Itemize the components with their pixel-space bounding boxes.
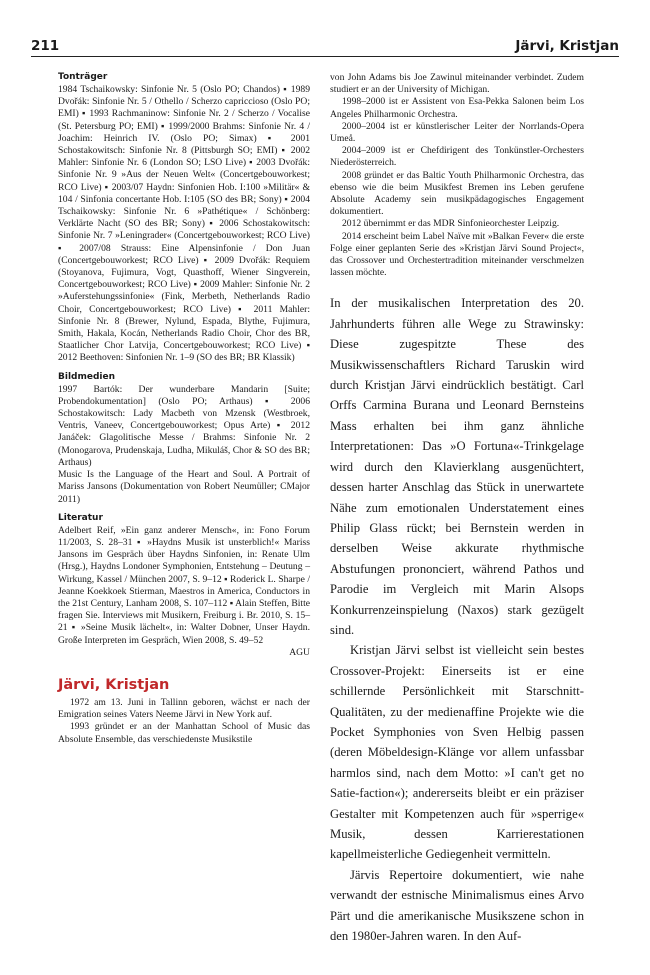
- bio-item: 2014 erscheint beim Label Naïve mit »Balkan Fever« die erste Folge einer geplanten Serie des »Kristjan Järvi Sound Project«, das Crossover und Orchestertradition miteinander verschmelzen lassen möchte.: [330, 230, 584, 279]
- running-title: Järvi, Kristjan: [515, 38, 619, 54]
- bio-item: 2008 gründet er das Baltic Youth Philharmonic Orchestra, das ebenso wie die beim Musikfest Bremen ins Leben gerufene Absolute Academy sein musikpädagogisches Engagement dokumentiert.: [330, 169, 584, 218]
- essay-paragraph: In der musikalischen Interpretation des 20. Jahrhunderts führen alle Wege zu Strawinsky: Diese zugespitzte These des Musikwissenschaftlers Richard Taruskin wird durch Kristjan Järvi eindrücklich bestätigt. Carl Orffs Carmina Burana und Leonard Bernsteins Mass erhalten bei ihm ganz ähnliche Interpretationen: Das »O Fortuna«-Trinkgelage wird durch den Klavierklang ausgenüchtert, dessen harter Anschlag das Stück in unerwartete Nähe zum emotionalen Understatement eines Philip Glass rückt; bei Bernstein werden in derselben Weise akkurate rhythmische Abstufungen prononciert, während Pathos und Parodie im Vergleich mit Marin Alsops Konkurrenzeinspielung (Naxos) stark gezügelt sind.: [330, 296, 584, 637]
- left-column: [58, 72, 310, 746]
- page-number: 211: [31, 38, 60, 54]
- section-heading-literatur: Literatur: [58, 512, 103, 523]
- right-column: [330, 72, 584, 946]
- video-list-documentary: Music Is the Language of the Heart and Soul. A Portrait of Mariss Jansons (Dokumentation von Robert Neumüller; CMajor 2011): [58, 469, 310, 505]
- bio-item: 1972 am 13. Juni in Tallinn geboren, wächst er nach der Emigration seines Vaters Neeme Järvi in New York auf.: [58, 696, 310, 721]
- essay-paragraph: Järvis Repertoire dokumentiert, wie nahe verwandt der estnische Minimalismus eines Arvo Pärt und die amerikanische Musikszene schon in den 1980er-Jahren waren. In den Auf-: [330, 867, 584, 944]
- bio-item: 2004–2009 ist er Chefdirigent des Tonkünstler-Orchesters Niederösterreich.: [330, 145, 584, 169]
- entry-title: Järvi, Kristjan: [58, 676, 170, 693]
- literature-list: Adelbert Reif, »Ein ganz anderer Mensch«, in: Fono Forum 11/2003, S. 28–31 ▪ »Haydns Musik ist unsterblich!« Mariss Jansons im Gespräch über Haydns Sinfonien, in: Renate Ulm (Hrsg.), Haydns Londoner Symphonien, Entstehung – Deutung – Wirkung, Kassel / München 2007, S. 9–12 ▪ Roderick L. Sharpe / Jeanne Koekkoek Stierman, Maestros in America, Conductors in the 21st Century, Lanham 2008, S. 107–112 ▪ Alain Steffen, Bitte fragen Sie. Interviews mit Musikern, Freiburg i. Br. 2010, S. 15–21 ▪ »Seine Musik lächelt«, in: Walter Dobner, Unser Haydn. Große Interpreten im Gespräch, Wien 2008, S. 49–52: [58, 524, 310, 646]
- bio-continuation: von John Adams bis Joe Zawinul miteinander verbindet. Zudem studiert er an der University of Michigan.: [330, 72, 584, 96]
- bio-item: 2012 übernimmt er das MDR Sinfonieorchester Leipzig.: [342, 218, 560, 230]
- bio-item: 1993 gründet er an der Manhattan School of Music das Absolute Ensemble, das verschiedenste Musikstile: [58, 721, 310, 745]
- bio-item: 2000–2004 ist er künstlerischer Leiter der Norrlands-Opera Umeå.: [330, 120, 584, 145]
- header-rule: [31, 56, 619, 57]
- section-heading-tontraeger: Tonträger: [58, 72, 108, 82]
- author-initials: AGU: [289, 646, 310, 658]
- discography-list: 1984 Tschaikowsky: Sinfonie Nr. 5 (Oslo PO; Chandos) ▪ 1989 Dvořák: Sinfonie Nr. 5 / Othello / Scherzo capriccioso (Oslo PO; EMI) ▪ 1993 Rachmaninow: Sinfonie Nr. 2 / Scherzo / Vocalise (St. Petersburg PO; EMI) ▪ 1999/2000 Brahms: Sinfonie Nr. 4 / Joachim: Heinrich IV. (Oslo PO; Simax) ▪ 2001 Schostakowitsch: Sinfonie Nr. 8 (Pittsburgh SO; EMI) ▪ 2002 Mahler: Sinfonie Nr. 6 (London SO; LSO Live) ▪ 2003 Dvořák: Sinfonie Nr. 9 »Aus der Neuen Welt« (Concertgebouworkest; RCO Live) ▪ 2003/07 Haydn: Sinfonien Hob. I:100 »Militär« & 104 / Sinfonia concertante Hob. I:105 (SO des BR; Sony) ▪ 2004 Tschaikowsky: Sinfonie Nr. 6 »Pathétique« / Schönberg: Verklärte Nacht (SO des BR; Sony) ▪ 2006 Schostakowitsch: Sinfonie Nr. 7 »Leningrader« (Concertgebouworkest; RCO Live) ▪ 2007/08 Strauss: Eine Alpensinfonie / Don Juan (Concertgebouworkest; RCO Live) ▪ 2009 Dvořák: Requiem (Stoyanova, Fujimura, Vogt, Quasthoff, Wiener Singverein, Concertgebouworkest; RCO Live) ▪ 2009 Mahler: Sinfonie Nr. 2 »Auferstehungssinfonie« (Fink, Merbeth, Netherlands Radio Choir, Concertgebouworkest; RCO Live) ▪ 2011 Mahler: Sinfonie Nr. 8 (Brewer, Nylund, Espada, Blythe, Fujimura, Smith, Hakala, Kocán, Netherlands Radio Choir, Chor des BR, Staatlicher Chor Latvija, Concertgebouworkest; RCO Live) ▪ 2012 Beethoven: Sinfonien Nr. 1–9 (SO des BR; BR Klassik): [58, 84, 310, 364]
- video-list: 1997 Bartók: Der wunderbare Mandarin [Suite; Probendokumentation] (Oslo PO; Arthaus) ▪ 2006 Schostakowitsch: Lady Macbeth von Mzensk (Westbroek, Ventris, Vaneev, Concertgebouworkest; Opus Arte) ▪ 2012 Janáček: Glagolitische Messe / Brahms: Sinfonie Nr. 2 (Monogarova, Prudenskaja, Ludha, Mikuláš, Chor & SO des BR; Arthaus): [58, 383, 310, 468]
- bio-item: 1998–2000 ist er Assistent von Esa-Pekka Salonen beim Los Angeles Philharmonic Orchestra.: [330, 96, 584, 120]
- essay-paragraph: Kristjan Järvi selbst ist vielleicht sein bestes Crossover-Projekt: Einerseits ist er eine schillernde Persönlichkeit mit Starschnitt-Qualitäten, zu der medienaffine Projekte wie die Pocket Symphonies von Sven Helbig passen (deren Möbeldesign-Klänge vor allem unfassbar harmlos sind, nach dem Motto: »I can't get no Satie-faction«); andererseits bleibt er ein präziser Gestalter mit Kompetenzen auch für »sperrige« Musik, dessen Karrierestationen kapellmeisterliche Gediegenheit vermitteln.: [330, 643, 584, 862]
- running-header: [31, 34, 619, 54]
- section-heading-bildmedien: Bildmedien: [58, 371, 115, 382]
